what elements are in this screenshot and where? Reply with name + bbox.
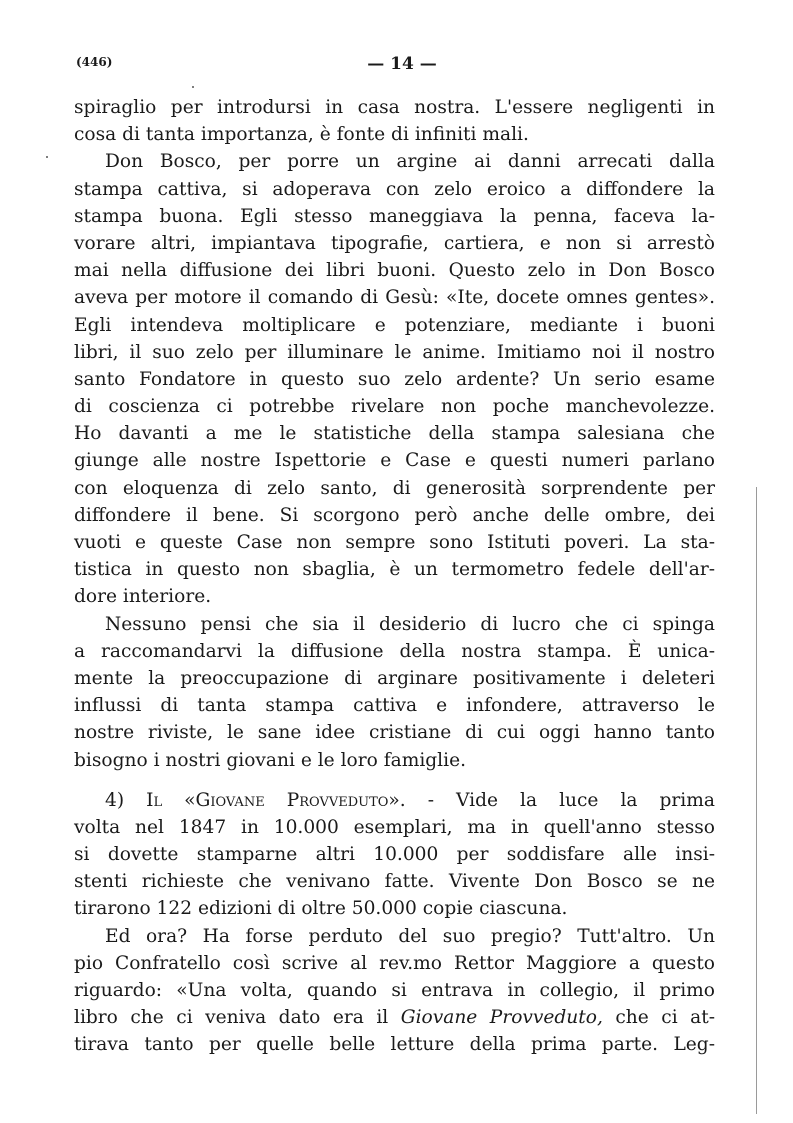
text-line: a raccomandarvi la diffusione della nostra stampa. È unica- (74, 640, 715, 662)
text-line: spiraglio per introdursi in casa nostra. L'essere negligenti in (74, 97, 715, 118)
text-span: libro che ci veniva dato era il (74, 1007, 389, 1029)
text-line: mai nella diffusione dei libri buoni. Questo zelo in Don Bosco (74, 260, 715, 282)
scan-speck (192, 86, 194, 88)
page-header (62, 54, 722, 76)
text-line: stampa cattiva, si adoperava con zelo eroico a diffondere la (74, 178, 715, 200)
section-number: 4) (105, 789, 125, 811)
text-line: tistica in questo non sbaglia, è un termometro fedele dell'ar- (74, 559, 715, 581)
text-line: stenti richieste che venivano fatte. Vivente Don Bosco se ne (74, 871, 715, 893)
text-line: stampa buona. Egli stesso maneggiava la penna, faceva la- (74, 205, 715, 227)
text-line: mente la preoccupazione di arginare positivamente i deleteri (74, 667, 715, 689)
text-line: vuoti e queste Case non sempre sono Istituti poveri. La sta- (74, 532, 715, 553)
text-line: nostre riviste, le sane idee cristiane di cui oggi hanno tanto (74, 722, 715, 744)
text-line: tirava tanto per quelle belle letture della prima parte. Leg- (74, 1034, 715, 1056)
text-line: Don Bosco, per porre un argine ai danni arrecati dalla (105, 151, 715, 173)
text-line: si dovette stamparne altri 10.000 per soddisfare alle insi- (74, 844, 715, 866)
text-line: Nessuno pensi che sia il desiderio di lucro che ci spinga (105, 613, 715, 635)
page-number: — 14 — (367, 54, 437, 74)
text-line: tirarono 122 edizioni di oltre 50.000 copie ciascuna. (74, 898, 568, 920)
text-line: santo Fondatore in questo suo zelo ardente? Un serio esame (74, 368, 715, 390)
page-reference: (446) (76, 55, 113, 69)
text-line (74, 1004, 715, 1031)
text-line: libri, il suo zelo per illuminare le anime. Imitiamo noi il nostro (74, 341, 715, 363)
text-line: influssi di tanta stampa cattiva e infondere, attraverso le (74, 695, 715, 717)
text-line: Ho davanti a me le statistiche della stampa salesiana che (74, 423, 715, 445)
text-span: che ci at- (615, 1007, 715, 1029)
text-line: diffondere il bene. Si scorgono però anche delle ombre, dei (74, 504, 715, 526)
text-line: pio Confratello così scrive al rev.mo Rettor Maggiore a questo (74, 952, 715, 974)
text-line: riguardo: «Una volta, quando si entrava in collegio, il primo (74, 980, 715, 1001)
section-heading-line (74, 787, 715, 814)
text-line: dore interiore. (74, 586, 212, 608)
text-line: Egli intendeva moltiplicare e potenziare, mediante i buoni (74, 314, 715, 336)
text-line: volta nel 1847 in 10.000 esemplari, ma in quell'anno stesso (74, 816, 715, 838)
text-line: Ed ora? Ha forse perduto del suo pregio? Tutt'altro. Un (105, 925, 715, 947)
text-line: con eloquenza di zelo santo, di generosità sorprendente per (74, 477, 715, 499)
text-line: di coscienza ci potrebbe rivelare non poche manchevolezze. (74, 396, 715, 418)
scan-edge-line (756, 487, 757, 1114)
text-line: bisogno i nostri giovani e le loro famiglie. (74, 749, 466, 771)
body-text (74, 94, 715, 1059)
section-title: Il «Giovane Provveduto». (146, 789, 406, 811)
section-lead-text: - Vide la luce la prima (427, 789, 715, 811)
scan-speck (46, 156, 48, 158)
book-title-italic: Giovane Provveduto, (400, 1007, 603, 1029)
text-line: aveva per motore il comando di Gesù: «Ite, docete omnes gentes». (74, 287, 715, 309)
text-line: cosa di tanta importanza, è fonte di infiniti mali. (74, 124, 529, 146)
text-line: vorare altri, impiantava tipografie, cartiera, e non si arrestò (74, 232, 715, 254)
section-gap (74, 774, 715, 787)
text-line: giunge alle nostre Ispettorie e Case e questi numeri parlano (74, 450, 715, 472)
